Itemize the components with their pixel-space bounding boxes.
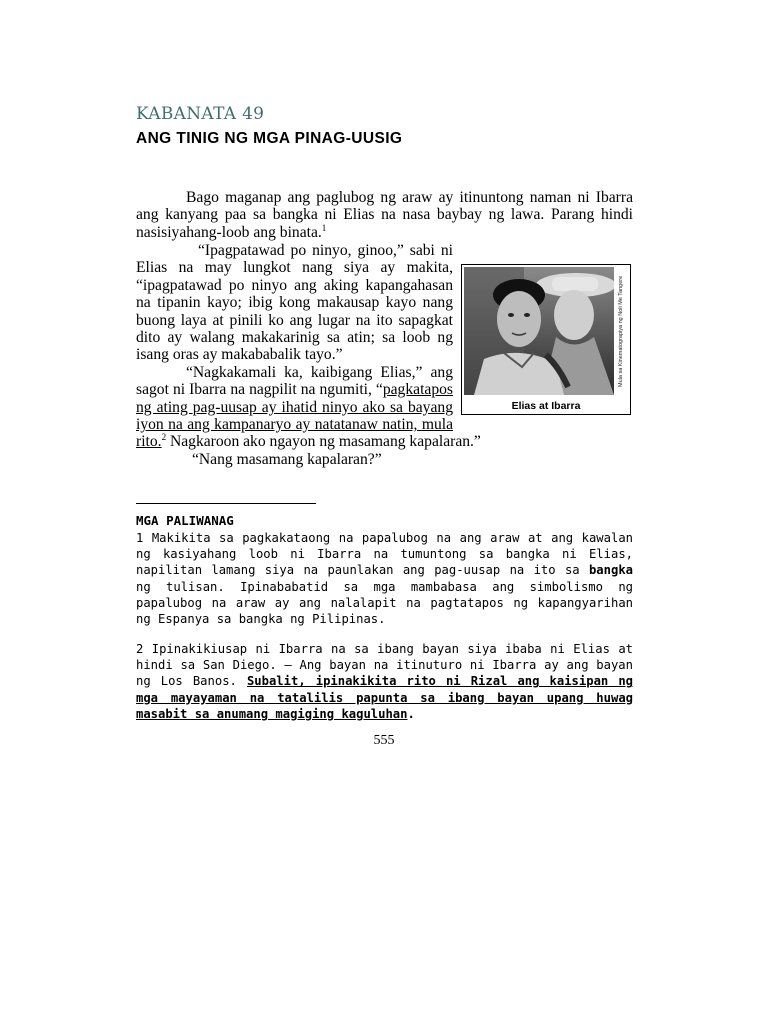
chapter-title: ANG TINIG NG MGA PINAG-UUSIG	[136, 130, 403, 147]
footnote-1-before: 1 Makikita sa pagkakataong na papalubog na ang araw at ang kawalan ng kasiyahang loob ni Ibarra na tumuntong sa bangka ni Elias, napilitan lamang siya na paunlakan ang pag-uusap na ito sa	[136, 531, 633, 578]
footnote-divider	[136, 503, 316, 504]
chapter-label: KABANATA 49	[136, 104, 265, 124]
photo-caption: Elias at Ibarra	[511, 400, 581, 412]
footnote-2-before: 2 Ipinakikiusap ni Ibarra na sa ibang bayan siya ibaba ni Elias at hindi sa San Diego. – Ang bayan na itinuturo ni Ibarra ay ang bayan ng Los Banos.	[136, 642, 633, 689]
footnote-2-end: .	[407, 706, 415, 721]
paragraph-1-text: Bago maganap ang paglubog ng araw ay itinuntong naman ni Ibarra ang kanyang paa sa bangka ni Elias na nasa baybay ng lawa. Parang hindi nasisiyahang-loob ang binata.	[136, 189, 633, 241]
paragraph-4: “Nang masamang kapalaran?”	[192, 450, 382, 468]
footnote-ref-2[interactable]: 2	[161, 432, 167, 443]
paragraph-2: “Ipagpatawad po ninyo, ginoo,” sabi ni Elias na may lungkot nang siya ay makita, “ipagpatawad po ninyo ang aking kapangahasan na tipanin kayo; ibig kong makausap kayo nang buong laya at pinili ko ang lugar na ito sapagkat dito ay walang makakarinig sa atin; sa loob ng isang oras ay makababalik tayo.”	[136, 242, 453, 364]
footnote-1-after: ng tulisan. Ipinababatid sa mga mambabasa ang simbolismo ng papalubog na araw ay ang nalalapit na pagtatapos ng kapangyarihan ng Espanya sa bangka ng Pilipinas.	[136, 579, 633, 627]
footnote-2-bold: Subalit, ipinakikita rito ni Rizal ang kaisipan ng mga mayayaman na tatalilis papunta sa ibang bayan upang huwag masabit sa anumang magiging kaguluhan	[136, 674, 634, 721]
paragraph-3-underlined: pagkatapos ng ating pag-uusap ay ihatid ninyo ako sa bayang iyon na ang kampanaryo ay natatanaw natin, mula rito.	[136, 381, 453, 451]
footnote-1	[136, 530, 633, 627]
footnote-1-bold: bangka	[588, 563, 633, 578]
photo-credit: Mula sa Kinematograpiya ng Noli Me Tangere	[618, 275, 624, 387]
photo-frame	[461, 264, 631, 415]
figure	[461, 264, 633, 417]
elias-ibarra-photo	[464, 267, 614, 395]
footnote-ref-1[interactable]: 1	[321, 222, 327, 233]
paragraph-1	[136, 189, 633, 241]
paragraph-3-end: Nagkaroon ako ngayon ng masamang kapalaran.”	[166, 433, 481, 451]
footnotes-heading: MGA PALIWANAG	[136, 513, 234, 528]
paragraph-3-text: “Nagkakamali ka, kaibigang Elias,” ang sagot ni Ibarra na nagpilit na ngumiti, “	[136, 363, 453, 399]
page-number: 555	[373, 733, 395, 748]
footnote-2	[136, 641, 633, 722]
text-with-figure	[136, 242, 633, 468]
